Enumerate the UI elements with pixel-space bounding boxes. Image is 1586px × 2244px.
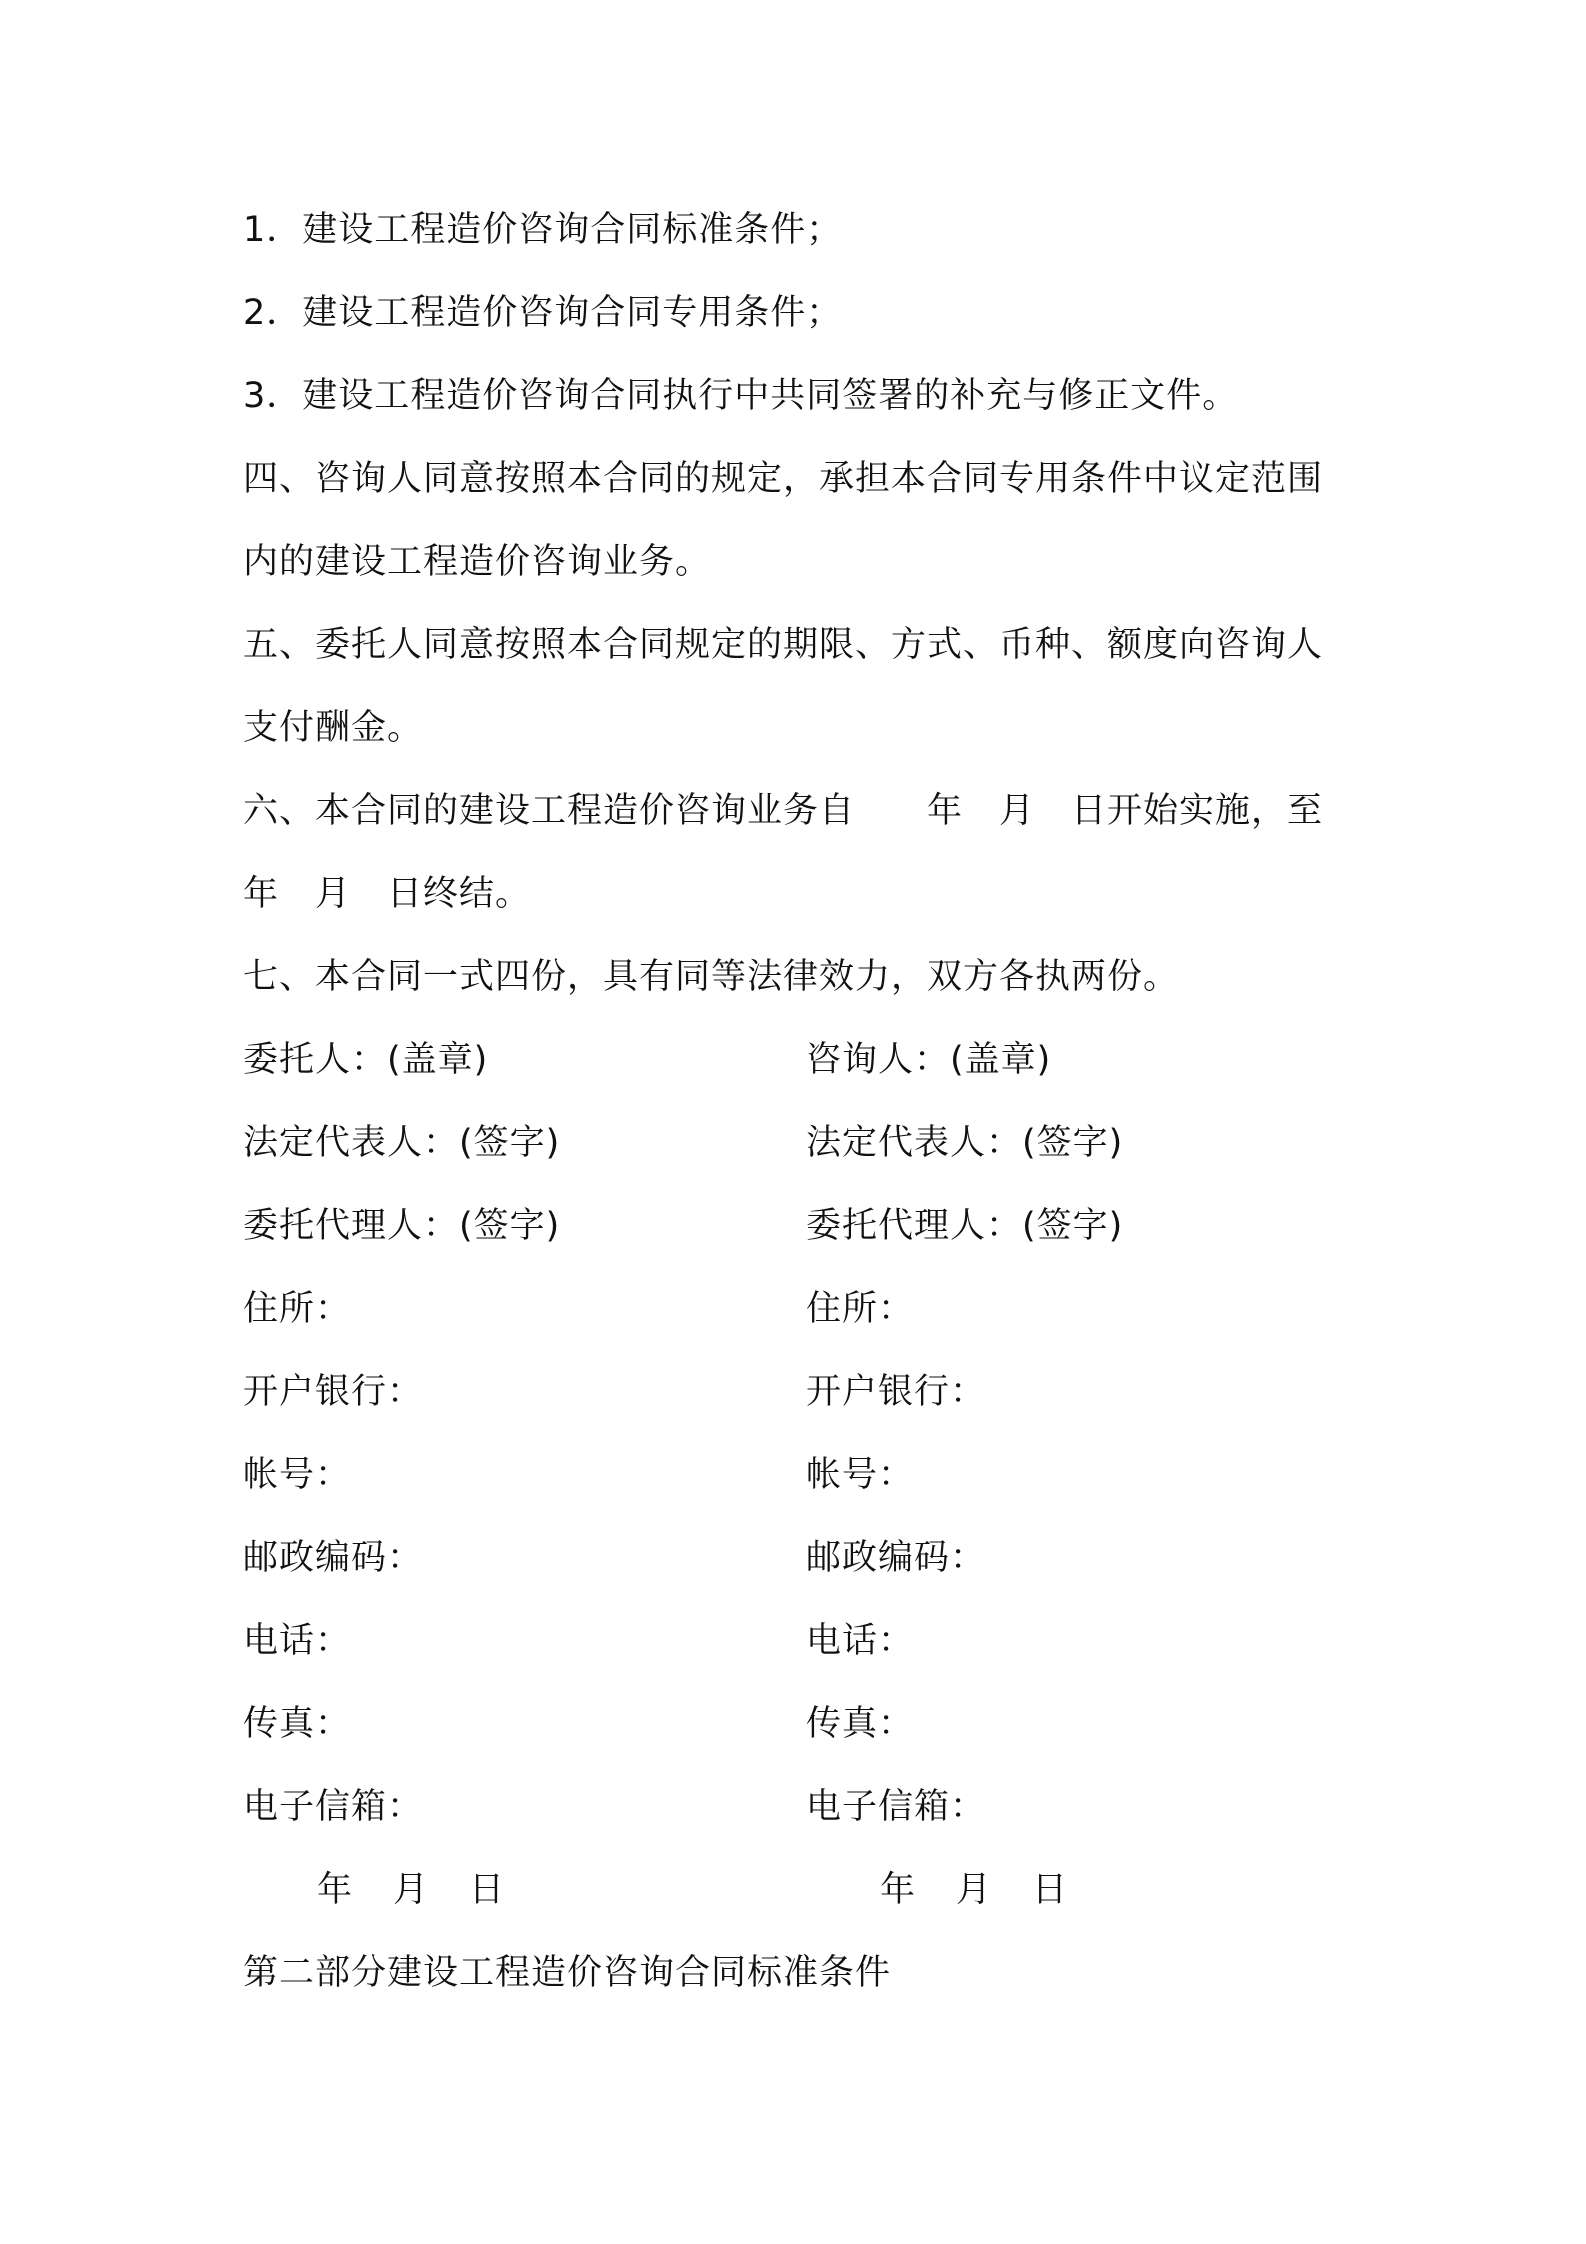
consultant-seal-label: 咨询人：(盖章) [806, 1040, 1052, 1080]
consultant-fax-label: 传真： [806, 1704, 915, 1744]
client-fax-label: 传真： [243, 1704, 352, 1744]
clause-6-year: 年 [927, 791, 964, 831]
clause-6-day-start: 日开始实施，至 [1071, 791, 1324, 831]
consultant-agent-label: 委托代理人：(签字) [806, 1206, 1124, 1246]
clause-5-line-1: 五、委托人同意按照本合同规定的期限、方式、币种、额度向咨询人 [243, 625, 1324, 665]
clause-6-month: 月 [999, 791, 1036, 831]
clause-6-line-2 [243, 872, 1363, 916]
client-date-year: 年 [317, 1870, 354, 1910]
client-agent-label: 委托代理人：(签字) [243, 1206, 561, 1246]
clause-6-start: 六、本合同的建设工程造价咨询业务自 [243, 791, 856, 831]
client-legal-rep-label: 法定代表人：(签字) [243, 1123, 561, 1163]
client-account-label: 帐号： [243, 1455, 352, 1495]
client-address-label: 住所： [243, 1289, 352, 1329]
client-seal-label: 委托人：(盖章) [243, 1040, 489, 1080]
clause-6-day-end: 日终结。 [387, 874, 532, 914]
consultant-postcode-label: 邮政编码： [806, 1538, 987, 1578]
consultant-email-label: 电子信箱： [806, 1787, 987, 1827]
consultant-date-month: 月 [956, 1870, 993, 1910]
consultant-legal-rep-label: 法定代表人：(签字) [806, 1123, 1124, 1163]
clause-4-line-1: 四、咨询人同意按照本合同的规定，承担本合同专用条件中议定范围 [243, 459, 1324, 499]
consultant-address-label: 住所： [806, 1289, 915, 1329]
client-phone-label: 电话： [243, 1621, 352, 1661]
consultant-date-day: 日 [1032, 1870, 1069, 1910]
list-item: 2．建设工程造价咨询合同专用条件； [243, 293, 843, 333]
clause-6-line-1 [243, 789, 1363, 833]
client-date-month: 月 [393, 1870, 430, 1910]
client-postcode-label: 邮政编码： [243, 1538, 424, 1578]
consultant-date [880, 1868, 1440, 1912]
clause-7: 七、本合同一式四份，具有同等法律效力，双方各执两份。 [243, 957, 1180, 997]
clause-5-line-2: 支付酬金。 [243, 708, 424, 748]
clause-6-year-end: 年 [243, 874, 280, 914]
consultant-bank-label: 开户银行： [806, 1372, 987, 1412]
consultant-account-label: 帐号： [806, 1455, 915, 1495]
clause-4-line-2: 内的建设工程造价咨询业务。 [243, 542, 712, 582]
clause-6-month-end: 月 [315, 874, 352, 914]
consultant-date-year: 年 [880, 1870, 917, 1910]
list-item: 1．建设工程造价咨询合同标准条件； [243, 210, 843, 250]
client-email-label: 电子信箱： [243, 1787, 424, 1827]
client-date-day: 日 [469, 1870, 506, 1910]
client-bank-label: 开户银行： [243, 1372, 424, 1412]
section-title: 第二部分建设工程造价咨询合同标准条件 [243, 1953, 892, 1993]
consultant-phone-label: 电话： [806, 1621, 915, 1661]
list-item: 3．建设工程造价咨询合同执行中共同签署的补充与修正文件。 [243, 376, 1239, 416]
client-date [317, 1868, 877, 1912]
